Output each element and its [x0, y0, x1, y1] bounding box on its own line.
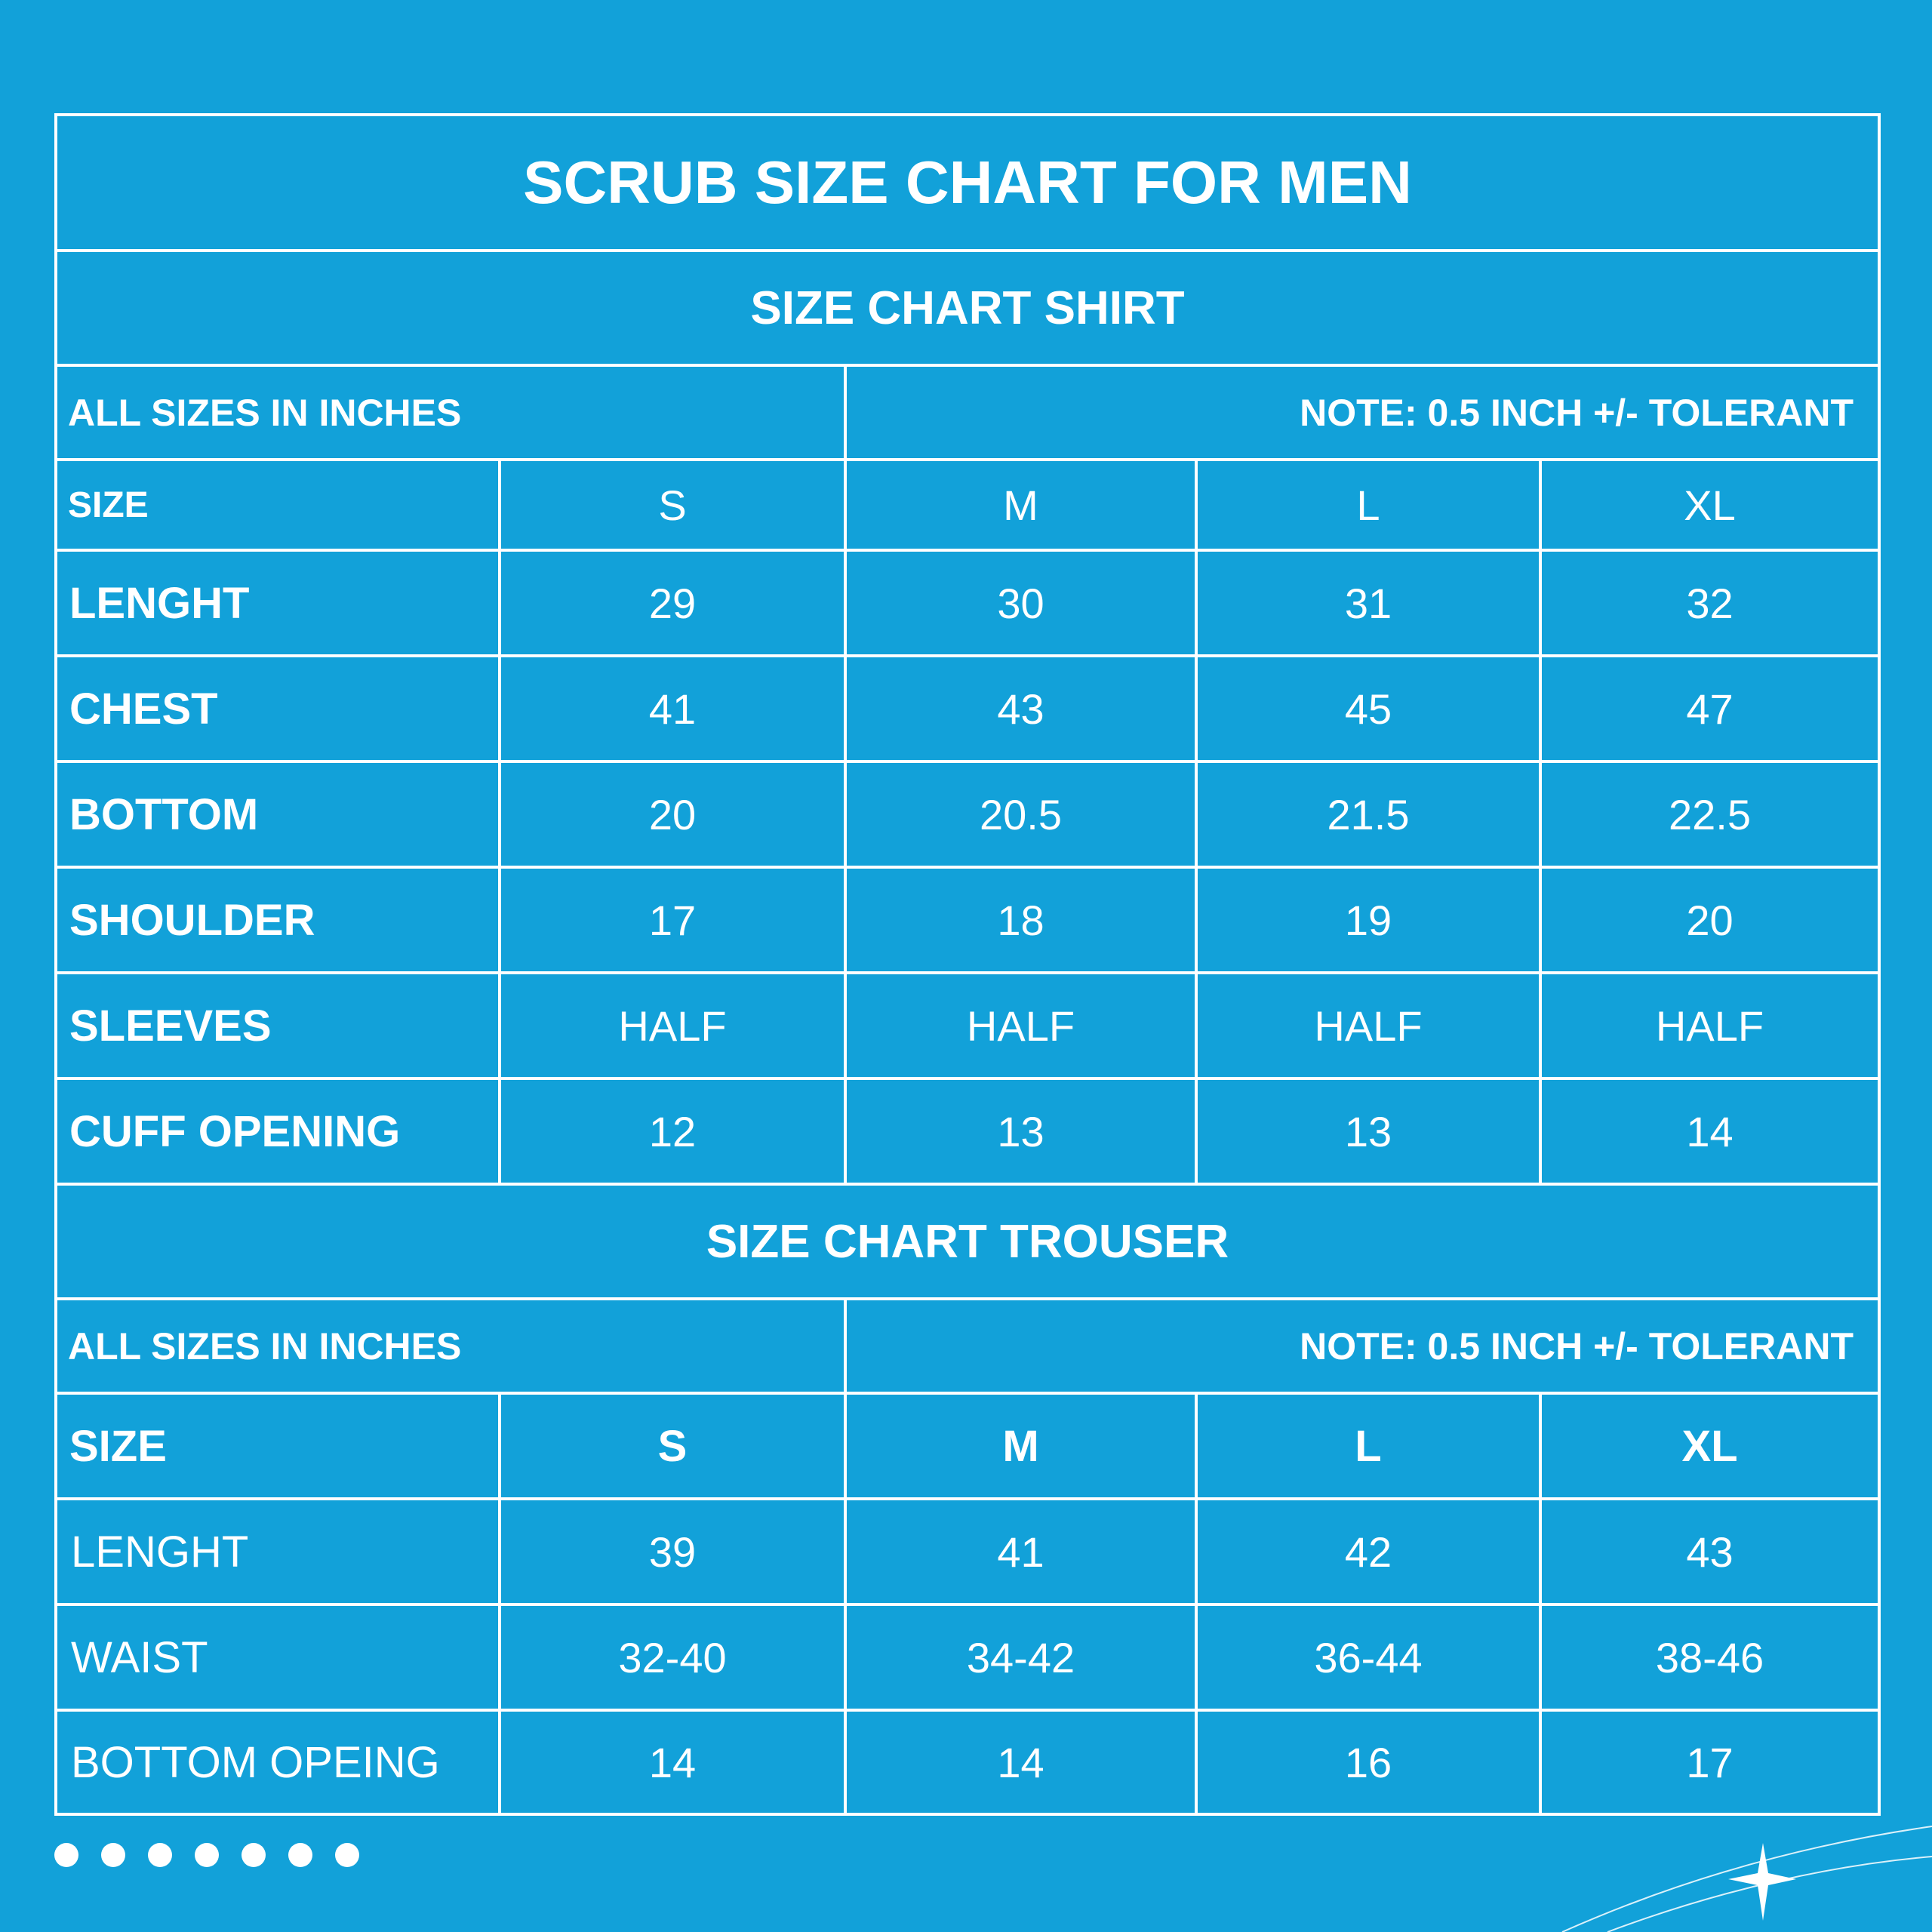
trouser-size-header: S	[657, 1421, 688, 1471]
trouser-tolerance-note: NOTE: 0.5 INCH +/- TOLERANT	[1300, 1324, 1854, 1367]
shirt-units-label: ALL SIZES IN INCHES	[68, 391, 462, 434]
trouser-row-label: WAIST	[71, 1632, 208, 1682]
shirt-cell: 29	[648, 579, 697, 627]
shirt-cell: 47	[1686, 685, 1734, 733]
shirt-cell: HALF	[1314, 1001, 1423, 1050]
trouser-cell: 14	[997, 1738, 1044, 1786]
shirt-cell: 20	[648, 790, 697, 838]
shirt-cell: HALF	[618, 1001, 727, 1050]
trouser-cell: 42	[1344, 1527, 1392, 1576]
shirt-cell: 45	[1344, 685, 1392, 733]
shirt-size-label: SIZE	[68, 485, 149, 525]
trouser-size-header: XL	[1681, 1421, 1738, 1471]
shirt-cell: 17	[648, 896, 697, 944]
trouser-cell: 41	[997, 1527, 1044, 1576]
trouser-cell: 43	[1686, 1527, 1734, 1576]
trouser-size-header: L	[1355, 1421, 1382, 1471]
shirt-row-label: LENGHT	[69, 578, 250, 628]
shirt-cell: 13	[997, 1107, 1044, 1155]
trouser-row-label: BOTTOM OPEING	[71, 1737, 440, 1787]
trouser-cell: 38-46	[1655, 1633, 1764, 1681]
shirt-cell: 20	[1686, 896, 1734, 944]
shirt-cell: HALF	[966, 1001, 1075, 1050]
shirt-size-header: XL	[1684, 481, 1736, 529]
shirt-cell: 30	[997, 579, 1044, 627]
trouser-size-header: M	[1002, 1421, 1039, 1471]
shirt-size-header: M	[1003, 481, 1038, 529]
trouser-size-label: SIZE	[69, 1421, 167, 1471]
shirt-cell: HALF	[1655, 1001, 1764, 1050]
shirt-cell: 22.5	[1669, 790, 1751, 838]
shirt-cell: 41	[648, 685, 697, 733]
shirt-tolerance-note: NOTE: 0.5 INCH +/- TOLERANT	[1300, 391, 1854, 434]
shirt-size-header: S	[658, 481, 687, 529]
shirt-row-label: SHOULDER	[69, 895, 315, 945]
page-title: SCRUB SIZE CHART FOR MEN	[523, 149, 1412, 216]
shirt-cell: 18	[997, 896, 1044, 944]
shirt-section-heading: SIZE CHART SHIRT	[750, 281, 1185, 334]
trouser-cell: 16	[1344, 1738, 1392, 1786]
trouser-cell: 39	[648, 1527, 697, 1576]
shirt-cell: 19	[1344, 896, 1392, 944]
shirt-cell: 32	[1686, 579, 1734, 627]
trouser-cell: 36-44	[1314, 1633, 1423, 1681]
trouser-section-heading: SIZE CHART TROUSER	[706, 1215, 1229, 1268]
trouser-cell: 32-40	[618, 1633, 727, 1681]
shirt-row-label: CUFF OPENING	[69, 1106, 401, 1156]
trouser-cell: 14	[648, 1738, 697, 1786]
shirt-cell: 43	[997, 685, 1044, 733]
trouser-cell: 34-42	[966, 1633, 1075, 1681]
shirt-cell: 20.5	[980, 790, 1062, 838]
shirt-cell: 12	[648, 1107, 697, 1155]
trouser-units-label: ALL SIZES IN INCHES	[68, 1324, 462, 1367]
shirt-cell: 14	[1686, 1107, 1734, 1155]
trouser-cell: 17	[1686, 1738, 1734, 1786]
shirt-cell: 31	[1344, 579, 1392, 627]
shirt-row-label: BOTTOM	[69, 789, 259, 839]
shirt-size-header: L	[1356, 481, 1380, 529]
shirt-row-label: SLEEVES	[69, 1001, 272, 1051]
shirt-row-label: CHEST	[69, 684, 218, 734]
trouser-row-label: LENGHT	[71, 1527, 249, 1577]
shirt-cell: 13	[1344, 1107, 1392, 1155]
shirt-cell: 21.5	[1327, 790, 1410, 838]
